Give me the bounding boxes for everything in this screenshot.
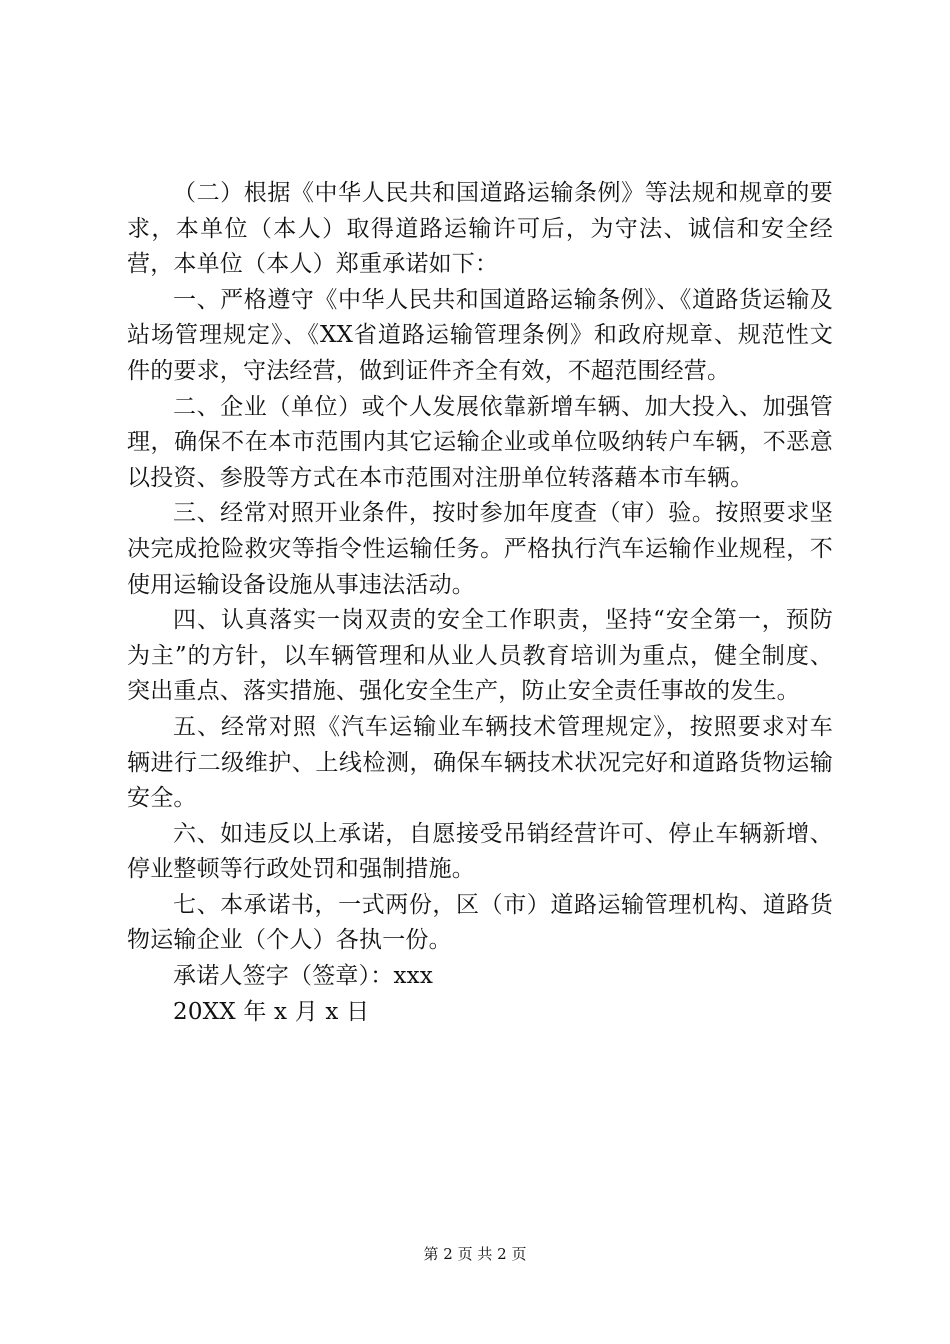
paragraph-item-6: 六、如违反以上承诺，自愿接受吊销经营许可、停止车辆新增、停业整顿等行政处罚和强制措施。 [127,820,833,883]
page-indicator: 第 2 页 共 2 页 [423,1245,527,1263]
paragraph-item-2: 二、企业（单位）或个人发展依靠新增车辆、加大投入、加强管理，确保不在本市范围内其它运输企业或单位吸纳转户车辆，不恶意以投资、参股等方式在本市范围对注册单位转落藉本市车辆。 [127,393,833,491]
date-line: 20XX 年 x 月 x 日 [173,998,370,1025]
document-body [127,176,833,1030]
paragraph-item-3: 三、经常对照开业条件，按时参加年度查（审）验。按照要求坚决完成抢险救灾等指令性运输任务。严格执行汽车运输作业规程，不使用运输设备设施从事违法活动。 [127,500,833,598]
paragraph-item-5: 五、经常对照《汽车运输业车辆技术管理规定》，按照要求对车辆进行二级维护、上线检测，确保车辆技术状况完好和道路货物运输安全。 [127,713,833,812]
paragraph-intro: （二）根据《中华人民共和国道路运输条例》等法规和规章的要求，本单位（本人）取得道路运输许可后，为守法、诚信和安全经营，本单位（本人）郑重承诺如下： [127,180,833,278]
paragraph-item-1: 一、严格遵守《中华人民共和国道路运输条例》、《道路货运输及站场管理规定》、《XX省道路运输管理条例》和政府规章、规范性文件的要求，守法经营，做到证件齐全有效，不超范围经营。 [127,286,833,384]
paragraph-item-4: 四、认真落实一岗双责的安全工作职责，坚持“安全第一，预防为主”的方针，以车辆管理和从业人员教育培训为重点，健全制度、突出重点、落实措施、强化安全生产，防止安全责任事故的发生。 [127,607,833,705]
signature-line: 承诺人签字（签章）：xxx [173,963,434,990]
page-footer [0,1244,950,1264]
paragraph-item-7: 七、本承诺书，一式两份，区（市）道路运输管理机构、道路货物运输企业（个人）各执一份。 [127,891,833,954]
